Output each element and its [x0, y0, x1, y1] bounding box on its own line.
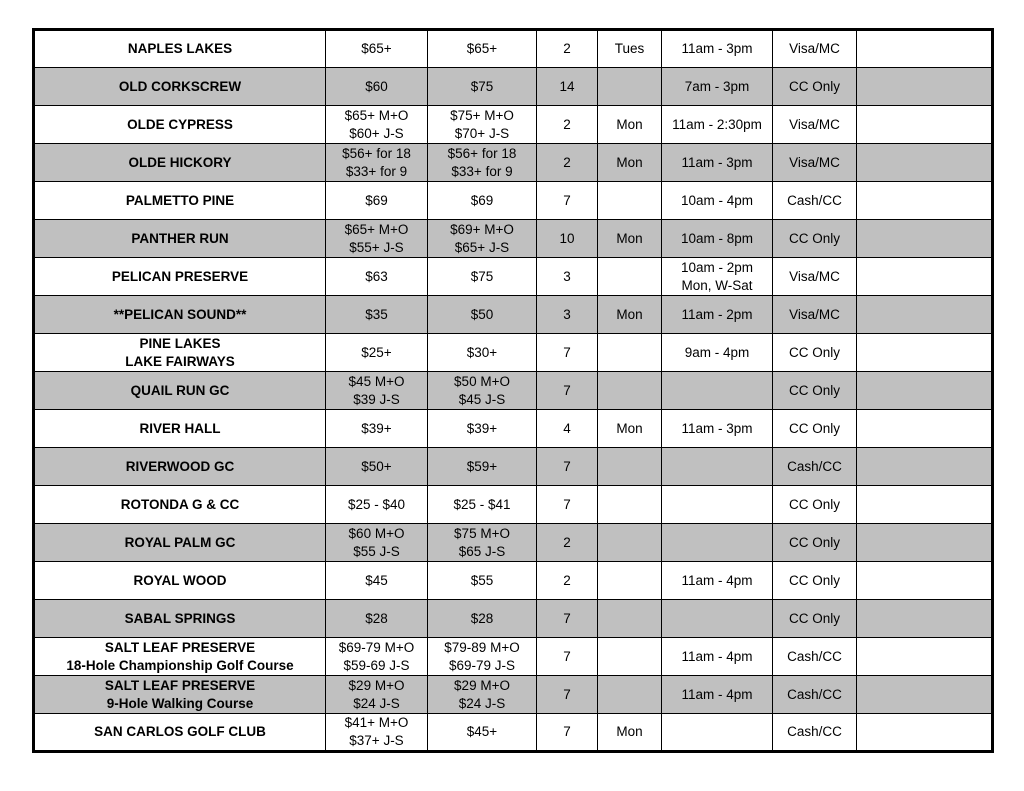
- course-name-line: SAN CARLOS GOLF CLUB: [94, 724, 266, 739]
- course-name-cell: [34, 372, 326, 410]
- rate-cell-2: [428, 448, 537, 486]
- rate-line-2: $70+ J-S: [454, 125, 510, 141]
- blank-cell: [857, 714, 993, 752]
- payment-cell: Visa/MC: [773, 258, 857, 296]
- rate-line-2: $45 J-S: [458, 391, 506, 407]
- rate-cell-1: [326, 182, 428, 220]
- rate-cell-2: [428, 562, 537, 600]
- hours-line: 7am - 3pm: [684, 78, 750, 94]
- rate-line-1: $65+ M+O: [344, 221, 409, 237]
- course-name-cell: [34, 486, 326, 524]
- table-row: [34, 372, 993, 410]
- closed-day-cell: Mon: [598, 410, 662, 448]
- table-row: [34, 258, 993, 296]
- course-name-cell: [34, 524, 326, 562]
- rate-cell-1: [326, 334, 428, 372]
- payment-cell: CC Only: [773, 524, 857, 562]
- course-name-line: ROYAL PALM GC: [124, 534, 236, 550]
- advance-days-cell: 3: [537, 296, 598, 334]
- rate-cell-2: [428, 600, 537, 638]
- table-row: [34, 410, 993, 448]
- course-name-line: SALT LEAF PRESERVE: [104, 639, 256, 655]
- course-name-line: PALMETTO PINE: [125, 192, 235, 208]
- rate-cell-1: [326, 486, 428, 524]
- rate-line-2: $30+: [466, 344, 498, 360]
- payment-cell: CC Only: [773, 562, 857, 600]
- course-name-cell: [34, 562, 326, 600]
- table-row: [34, 220, 993, 258]
- advance-days-cell: 7: [537, 372, 598, 410]
- rate-line-1: $35: [365, 306, 388, 322]
- closed-day-cell: Mon: [598, 106, 662, 144]
- blank-cell: [857, 296, 993, 334]
- rate-line-1: $45 M+O: [348, 373, 405, 389]
- course-name-cell: [34, 410, 326, 448]
- course-name-line: ROYAL WOOD: [133, 572, 227, 588]
- advance-days-cell: 3: [537, 258, 598, 296]
- blank-cell: [857, 144, 993, 182]
- table-row: [34, 562, 993, 600]
- course-name-cell: [34, 676, 326, 714]
- closed-day-cell: Mon: [598, 144, 662, 182]
- rate-line-1: $24 J-S: [353, 695, 400, 711]
- hours-cell: [662, 600, 773, 638]
- rate-line-2: $56+ for 18: [447, 145, 517, 161]
- course-name-cell: [34, 258, 326, 296]
- hours-cell: [662, 638, 773, 676]
- rate-line-1: $69: [365, 192, 388, 208]
- table-row: [34, 448, 993, 486]
- hours-cell: [662, 334, 773, 372]
- course-name-cell: [34, 144, 326, 182]
- rate-line-1: $39 J-S: [353, 391, 400, 407]
- closed-day-cell: Mon: [598, 220, 662, 258]
- hours-cell: [662, 258, 773, 296]
- course-name-line: PINE LAKES: [139, 335, 221, 351]
- table-row: [34, 600, 993, 638]
- blank-cell: [857, 220, 993, 258]
- hours-line: 10am - 4pm: [680, 192, 754, 208]
- rate-line-2: $50: [470, 306, 494, 322]
- rate-line-2: $50 M+O: [454, 373, 510, 389]
- rate-cell-2: [428, 144, 537, 182]
- course-name-cell: [34, 182, 326, 220]
- rate-line-1: $33+ for 9: [345, 163, 408, 179]
- rate-line-1: $65+: [361, 41, 392, 56]
- blank-cell: [857, 182, 993, 220]
- course-name-cell: [34, 220, 326, 258]
- blank-cell: [857, 600, 993, 638]
- rate-cell-2: [428, 68, 537, 106]
- payment-cell: Visa/MC: [773, 30, 857, 68]
- closed-day-cell: [598, 638, 662, 676]
- payment-cell: Cash/CC: [773, 676, 857, 714]
- blank-cell: [857, 68, 993, 106]
- rate-line-1: $37+ J-S: [349, 733, 404, 748]
- closed-day-cell: [598, 448, 662, 486]
- rate-line-1: $65+ M+O: [344, 107, 409, 123]
- advance-days-cell: 2: [537, 106, 598, 144]
- rate-line-2: $29 M+O: [454, 677, 510, 693]
- rate-line-2: $45+: [466, 724, 498, 739]
- rate-line-2: $75 M+O: [454, 525, 510, 541]
- hours-line: 11am - 4pm: [681, 572, 753, 588]
- rate-line-2: $25 - $41: [453, 496, 511, 512]
- hours-cell: [662, 372, 773, 410]
- course-name-line: RIVER HALL: [139, 420, 221, 436]
- hours-cell: [662, 30, 773, 68]
- advance-days-cell: 10: [537, 220, 598, 258]
- closed-day-cell: Mon: [598, 714, 662, 752]
- rate-line-1: $60+ J-S: [349, 125, 404, 141]
- rate-cell-2: [428, 714, 537, 752]
- hours-cell: [662, 220, 773, 258]
- advance-days-cell: 2: [537, 524, 598, 562]
- table-row: [34, 30, 993, 68]
- rate-line-2: $69: [470, 192, 494, 208]
- rate-cell-1: [326, 600, 428, 638]
- payment-cell: CC Only: [773, 410, 857, 448]
- blank-cell: [857, 448, 993, 486]
- course-name-line: OLD CORKSCREW: [118, 78, 242, 94]
- hours-line: 11am - 4pm: [681, 686, 753, 702]
- table-row: [34, 182, 993, 220]
- rate-line-2: $69-79 J-S: [448, 657, 516, 673]
- advance-days-cell: 2: [537, 144, 598, 182]
- closed-day-cell: [598, 486, 662, 524]
- rate-line-2: $65+ J-S: [454, 239, 510, 255]
- rate-cell-1: [326, 220, 428, 258]
- payment-cell: Cash/CC: [773, 182, 857, 220]
- course-name-line: 9-Hole Walking Course: [106, 695, 254, 711]
- rate-line-1: $63: [365, 268, 388, 284]
- course-name-line: **PELICAN SOUND**: [113, 306, 247, 322]
- closed-day-cell: [598, 676, 662, 714]
- rate-cell-1: [326, 410, 428, 448]
- rate-cell-2: [428, 676, 537, 714]
- rate-line-1: $56+ for 18: [342, 145, 411, 161]
- hours-line: 11am - 4pm: [681, 648, 753, 664]
- rate-line-1: $28: [365, 610, 388, 626]
- rate-cell-1: [326, 676, 428, 714]
- hours-cell: [662, 410, 773, 448]
- rate-line-2: $28: [470, 610, 494, 626]
- blank-cell: [857, 562, 993, 600]
- rate-line-1: $29 M+O: [348, 677, 405, 693]
- rate-cell-2: [428, 372, 537, 410]
- rate-cell-1: [326, 372, 428, 410]
- hours-line: Mon, W-Sat: [681, 277, 753, 293]
- hours-cell: [662, 144, 773, 182]
- closed-day-cell: [598, 334, 662, 372]
- rate-line-1: $45: [365, 572, 388, 588]
- hours-cell: [662, 296, 773, 334]
- course-name-cell: [34, 30, 326, 68]
- rate-cell-1: [326, 106, 428, 144]
- blank-cell: [857, 524, 993, 562]
- rate-line-2: $59+: [466, 458, 498, 474]
- course-name-cell: [34, 448, 326, 486]
- rate-line-1: $60: [365, 78, 388, 94]
- advance-days-cell: 7: [537, 638, 598, 676]
- rate-cell-1: [326, 524, 428, 562]
- rate-line-2: $75: [470, 78, 494, 94]
- hours-cell: [662, 676, 773, 714]
- blank-cell: [857, 486, 993, 524]
- advance-days-cell: 14: [537, 68, 598, 106]
- rate-cell-1: [326, 448, 428, 486]
- hours-cell: [662, 562, 773, 600]
- course-name-line: LAKE FAIRWAYS: [125, 353, 235, 369]
- rate-line-1: $25 - $40: [347, 496, 406, 512]
- closed-day-cell: [598, 600, 662, 638]
- closed-day-cell: Mon: [598, 296, 662, 334]
- course-name-cell: [34, 296, 326, 334]
- hours-cell: [662, 68, 773, 106]
- closed-day-cell: [598, 562, 662, 600]
- payment-cell: Visa/MC: [773, 296, 857, 334]
- table-row: [34, 676, 993, 714]
- payment-cell: CC Only: [773, 372, 857, 410]
- rate-line-2: $65+: [466, 41, 498, 56]
- hours-line: 11am - 3pm: [681, 41, 753, 56]
- rate-cell-1: [326, 144, 428, 182]
- rate-cell-2: [428, 30, 537, 68]
- hours-line: 10am - 8pm: [680, 230, 754, 246]
- hours-cell: [662, 524, 773, 562]
- course-name-cell: [34, 68, 326, 106]
- advance-days-cell: 7: [537, 600, 598, 638]
- rate-cell-1: [326, 258, 428, 296]
- payment-cell: Cash/CC: [773, 714, 857, 752]
- payment-cell: CC Only: [773, 486, 857, 524]
- rate-cell-2: [428, 258, 537, 296]
- course-name-cell: [34, 714, 326, 752]
- table-row: [34, 714, 993, 752]
- advance-days-cell: 4: [537, 410, 598, 448]
- closed-day-cell: Tues: [598, 30, 662, 68]
- table-row: [34, 334, 993, 372]
- rate-cell-2: [428, 334, 537, 372]
- rate-line-2: $33+ for 9: [451, 163, 513, 179]
- course-name-cell: [34, 600, 326, 638]
- blank-cell: [857, 30, 993, 68]
- closed-day-cell: [598, 68, 662, 106]
- rate-line-1: $50+: [361, 458, 392, 474]
- rate-cell-1: [326, 296, 428, 334]
- rate-cell-2: [428, 106, 537, 144]
- rate-cell-2: [428, 182, 537, 220]
- hours-line: 9am - 4pm: [684, 344, 750, 360]
- rate-cell-1: [326, 638, 428, 676]
- hours-cell: [662, 714, 773, 752]
- rate-line-2: $39+: [466, 420, 498, 436]
- rate-cell-2: [428, 524, 537, 562]
- hours-line: 11am - 3pm: [681, 154, 753, 170]
- rate-cell-1: [326, 30, 428, 68]
- closed-day-cell: [598, 182, 662, 220]
- advance-days-cell: 2: [537, 30, 598, 68]
- blank-cell: [857, 258, 993, 296]
- rate-cell-2: [428, 220, 537, 258]
- payment-cell: CC Only: [773, 334, 857, 372]
- table-row: [34, 106, 993, 144]
- rate-line-1: $60 M+O: [348, 525, 405, 541]
- closed-day-cell: [598, 258, 662, 296]
- payment-cell: CC Only: [773, 600, 857, 638]
- hours-line: 11am - 2pm: [681, 306, 753, 322]
- course-name-line: OLDE HICKORY: [128, 154, 232, 170]
- table-body: [34, 30, 993, 752]
- course-name-line: SABAL SPRINGS: [124, 610, 236, 626]
- rate-line-1: $69-79 M+O: [338, 639, 415, 655]
- rate-line-1: $55 J-S: [353, 543, 400, 559]
- hours-cell: [662, 486, 773, 524]
- rate-line-2: $69+ M+O: [450, 221, 514, 237]
- blank-cell: [857, 676, 993, 714]
- course-name-line: 18-Hole Championship Golf Course: [66, 657, 294, 673]
- rate-line-2: $75: [470, 268, 494, 284]
- closed-day-cell: [598, 372, 662, 410]
- blank-cell: [857, 410, 993, 448]
- rate-cell-1: [326, 714, 428, 752]
- hours-cell: [662, 106, 773, 144]
- golf-course-rates-table: [32, 28, 994, 753]
- course-name-line: PANTHER RUN: [131, 230, 229, 246]
- rate-cell-2: [428, 410, 537, 448]
- rate-line-2: $24 J-S: [458, 695, 506, 711]
- rate-line-1: $25+: [361, 344, 392, 360]
- rate-line-2: $79-89 M+O: [444, 639, 520, 655]
- course-name-cell: [34, 106, 326, 144]
- rate-line-2: $75+ M+O: [450, 107, 514, 123]
- table-row: [34, 638, 993, 676]
- advance-days-cell: 2: [537, 562, 598, 600]
- course-name-line: SALT LEAF PRESERVE: [104, 677, 256, 693]
- rate-line-2: $65 J-S: [458, 543, 506, 559]
- course-name-line: OLDE CYPRESS: [127, 116, 233, 132]
- hours-line: 10am - 2pm: [680, 259, 754, 275]
- table-row: [34, 296, 993, 334]
- rate-cell-2: [428, 638, 537, 676]
- payment-cell: Visa/MC: [773, 144, 857, 182]
- table-row: [34, 524, 993, 562]
- course-name-line: ROTONDA G & CC: [120, 496, 240, 512]
- advance-days-cell: 7: [537, 448, 598, 486]
- advance-days-cell: 7: [537, 714, 598, 752]
- hours-line: 11am - 2:30pm: [672, 116, 762, 132]
- payment-cell: CC Only: [773, 68, 857, 106]
- rate-cell-2: [428, 486, 537, 524]
- rate-cell-1: [326, 68, 428, 106]
- hours-line: 11am - 3pm: [681, 420, 753, 436]
- payment-cell: CC Only: [773, 220, 857, 258]
- rate-cell-1: [326, 562, 428, 600]
- hours-cell: [662, 182, 773, 220]
- blank-cell: [857, 334, 993, 372]
- course-name-cell: [34, 638, 326, 676]
- rate-cell-2: [428, 296, 537, 334]
- payment-cell: Cash/CC: [773, 638, 857, 676]
- closed-day-cell: [598, 524, 662, 562]
- table-row: [34, 144, 993, 182]
- rate-line-1: $55+ J-S: [349, 239, 404, 255]
- advance-days-cell: 7: [537, 486, 598, 524]
- rate-line-1: $41+ M+O: [344, 715, 409, 730]
- advance-days-cell: 7: [537, 676, 598, 714]
- course-name-line: PELICAN PRESERVE: [111, 268, 249, 284]
- rate-line-1: $39+: [361, 420, 392, 436]
- course-name-line: QUAIL RUN GC: [130, 382, 230, 398]
- hours-cell: [662, 448, 773, 486]
- blank-cell: [857, 372, 993, 410]
- advance-days-cell: 7: [537, 334, 598, 372]
- course-name-cell: [34, 334, 326, 372]
- rate-line-1: $59-69 J-S: [343, 657, 410, 673]
- payment-cell: Visa/MC: [773, 106, 857, 144]
- course-name-line: NAPLES LAKES: [127, 41, 233, 56]
- blank-cell: [857, 638, 993, 676]
- table-row: [34, 486, 993, 524]
- table-row: [34, 68, 993, 106]
- payment-cell: Cash/CC: [773, 448, 857, 486]
- advance-days-cell: 7: [537, 182, 598, 220]
- rate-line-2: $55: [470, 572, 494, 588]
- course-name-line: RIVERWOOD GC: [125, 458, 235, 474]
- blank-cell: [857, 106, 993, 144]
